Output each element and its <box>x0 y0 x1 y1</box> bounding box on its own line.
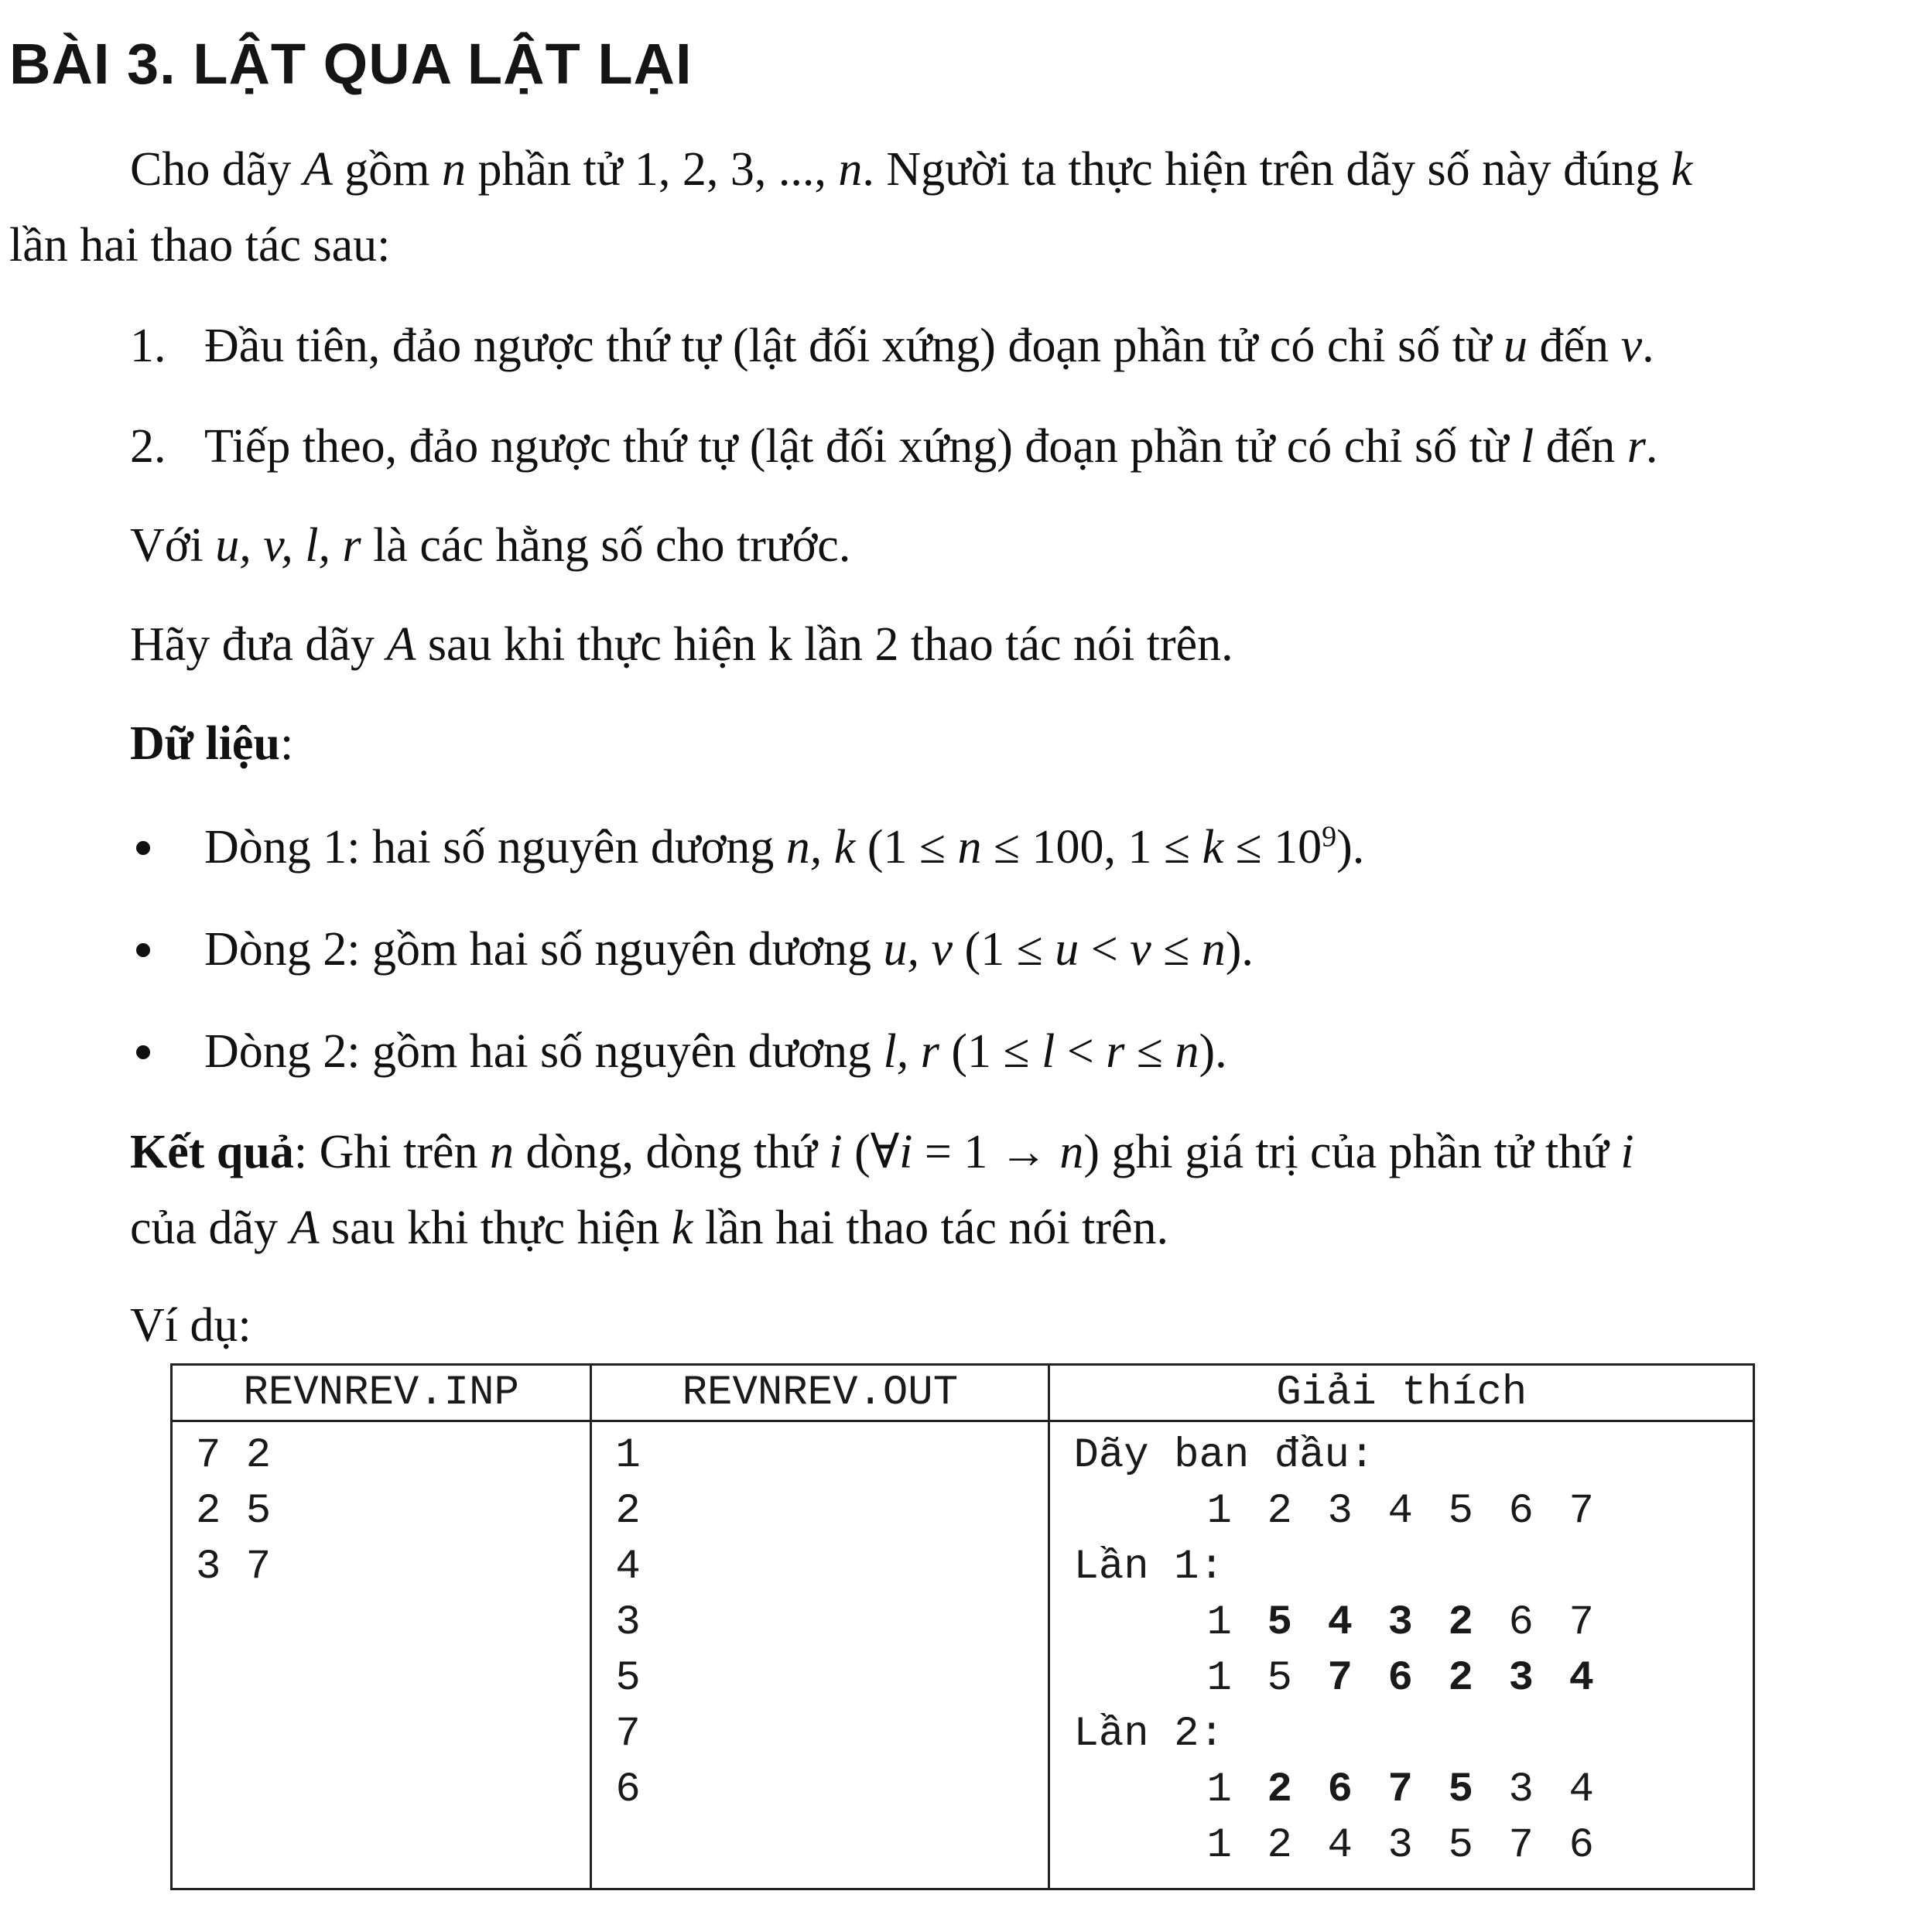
out-line: 5 <box>615 1655 641 1702</box>
input-line-1: Dòng 1: hai số nguyên dương n, k (1 ≤ n ≤ 100, $1 \le k \le 10^9$). <box>130 809 1364 885</box>
input-line-3: Dòng 2: gồm hai số nguyên dương l, r (1 ≤ l < r ≤ n). <box>130 1014 1227 1089</box>
explain-lan1-label: Lần 1: <box>1073 1544 1224 1591</box>
sequence-value: 4 <box>1327 1822 1353 1869</box>
sequence-value: 6 <box>1508 1488 1534 1535</box>
step-1: 1. Đầu tiên, đảo ngược thứ tự (lật đối xứng) đoạn phần tử có chỉ số từ u đến v. <box>130 320 1654 372</box>
example-table <box>170 1363 1755 1890</box>
sequence-value: 1 <box>1206 1599 1232 1646</box>
explain-lan2-a <box>1073 1763 1729 1818</box>
task-line: Hãy đưa dãy A sau khi thực hiện k lần 2 thao tác nói trên. <box>130 618 1233 671</box>
inp-line: 2 5 <box>196 1488 272 1535</box>
explain-lan2-b <box>1073 1818 1729 1874</box>
example-label: Ví dụ: <box>130 1299 251 1352</box>
out-line: 7 <box>615 1711 641 1758</box>
constants-line: Với u, v, l, r là các hằng số cho trước. <box>130 519 851 572</box>
bullet-icon <box>130 911 204 987</box>
explain-lan2-label: Lần 2: <box>1073 1711 1224 1758</box>
sequence-value: 7 <box>1508 1822 1534 1869</box>
problem-title: BÀI 3. LẬT QUA LẬT LẠI <box>9 32 693 96</box>
sequence-value: 5 <box>1448 1488 1473 1535</box>
output-line-1: Kết quả: Ghi trên n dòng, dòng thứ i (∀i = 1 → n) ghi giá trị của phần tử thứ i <box>130 1126 1634 1178</box>
out-line: 6 <box>615 1766 641 1814</box>
sequence-value: 4 <box>1387 1488 1413 1535</box>
sequence-value: 3 <box>1387 1599 1413 1646</box>
sequence-value: 3 <box>1508 1766 1534 1814</box>
out-line: 3 <box>615 1599 641 1646</box>
explain-initial-seq <box>1073 1484 1729 1540</box>
sequence-value: 5 <box>1267 1599 1292 1646</box>
sequence-value: 1 <box>1206 1822 1232 1869</box>
sequence-value: 4 <box>1327 1599 1353 1646</box>
input-line-2: Dòng 2: gồm hai số nguyên dương u, v (1 ≤ u < v ≤ n). <box>130 911 1254 987</box>
out-line: 4 <box>615 1544 641 1591</box>
explain-initial-label: Dãy ban đầu: <box>1073 1432 1375 1479</box>
sequence-value: 1 <box>1206 1766 1232 1814</box>
header-explain: Giải thích <box>1049 1365 1754 1421</box>
inp-line: 3 7 <box>196 1544 272 1591</box>
sequence-value: 7 <box>1327 1655 1353 1702</box>
sequence-value: 4 <box>1569 1655 1594 1702</box>
out-line: 2 <box>615 1488 641 1535</box>
sequence-value: 2 <box>1448 1599 1473 1646</box>
bullet-icon <box>130 809 204 885</box>
sequence-value: 6 <box>1569 1822 1594 1869</box>
explain-cell <box>1049 1421 1754 1889</box>
header-inp: REVNREV.INP <box>172 1365 591 1421</box>
explain-lan1-b <box>1073 1651 1729 1707</box>
sequence-value: 2 <box>1267 1766 1292 1814</box>
sequence-value: 4 <box>1569 1766 1594 1814</box>
bullet-icon <box>130 1014 204 1089</box>
sequence-value: 6 <box>1387 1655 1413 1702</box>
sequence-value: 5 <box>1448 1766 1473 1814</box>
sequence-value: 1 <box>1206 1655 1232 1702</box>
sequence-value: 2 <box>1267 1488 1292 1535</box>
intro-line-1: Cho dãy A gồm n phần tử 1, 2, 3, ..., n. Người ta thực hiện trên dãy số này đúng k <box>130 143 1693 196</box>
output-line-2: của dãy A sau khi thực hiện k lần hai thao tác nói trên. <box>130 1202 1169 1254</box>
sequence-value: 7 <box>1569 1488 1594 1535</box>
header-out: REVNREV.OUT <box>591 1365 1049 1421</box>
sequence-value: 3 <box>1508 1655 1534 1702</box>
out-cell <box>591 1421 1049 1889</box>
sequence-value: 5 <box>1448 1822 1473 1869</box>
input-heading: Dữ liệu: <box>130 717 294 770</box>
intro-line-2: lần hai thao tác sau: <box>9 219 391 272</box>
sequence-value: 2 <box>1267 1822 1292 1869</box>
sequence-value: 5 <box>1267 1655 1292 1702</box>
sequence-value: 6 <box>1327 1766 1353 1814</box>
sequence-value: 3 <box>1387 1822 1413 1869</box>
explain-lan1-a <box>1073 1595 1729 1651</box>
sequence-value: 7 <box>1569 1599 1594 1646</box>
out-line: 1 <box>615 1432 641 1479</box>
sequence-value: 7 <box>1387 1766 1413 1814</box>
sequence-value: 1 <box>1206 1488 1232 1535</box>
inp-cell <box>172 1421 591 1889</box>
step-2: 2. Tiếp theo, đảo ngược thứ tự (lật đối xứng) đoạn phần tử có chỉ số từ l đến r. <box>130 420 1658 473</box>
sequence-value: 6 <box>1508 1599 1534 1646</box>
sequence-value: 2 <box>1448 1655 1473 1702</box>
inp-line: 7 2 <box>196 1432 272 1479</box>
sequence-value: 3 <box>1327 1488 1353 1535</box>
